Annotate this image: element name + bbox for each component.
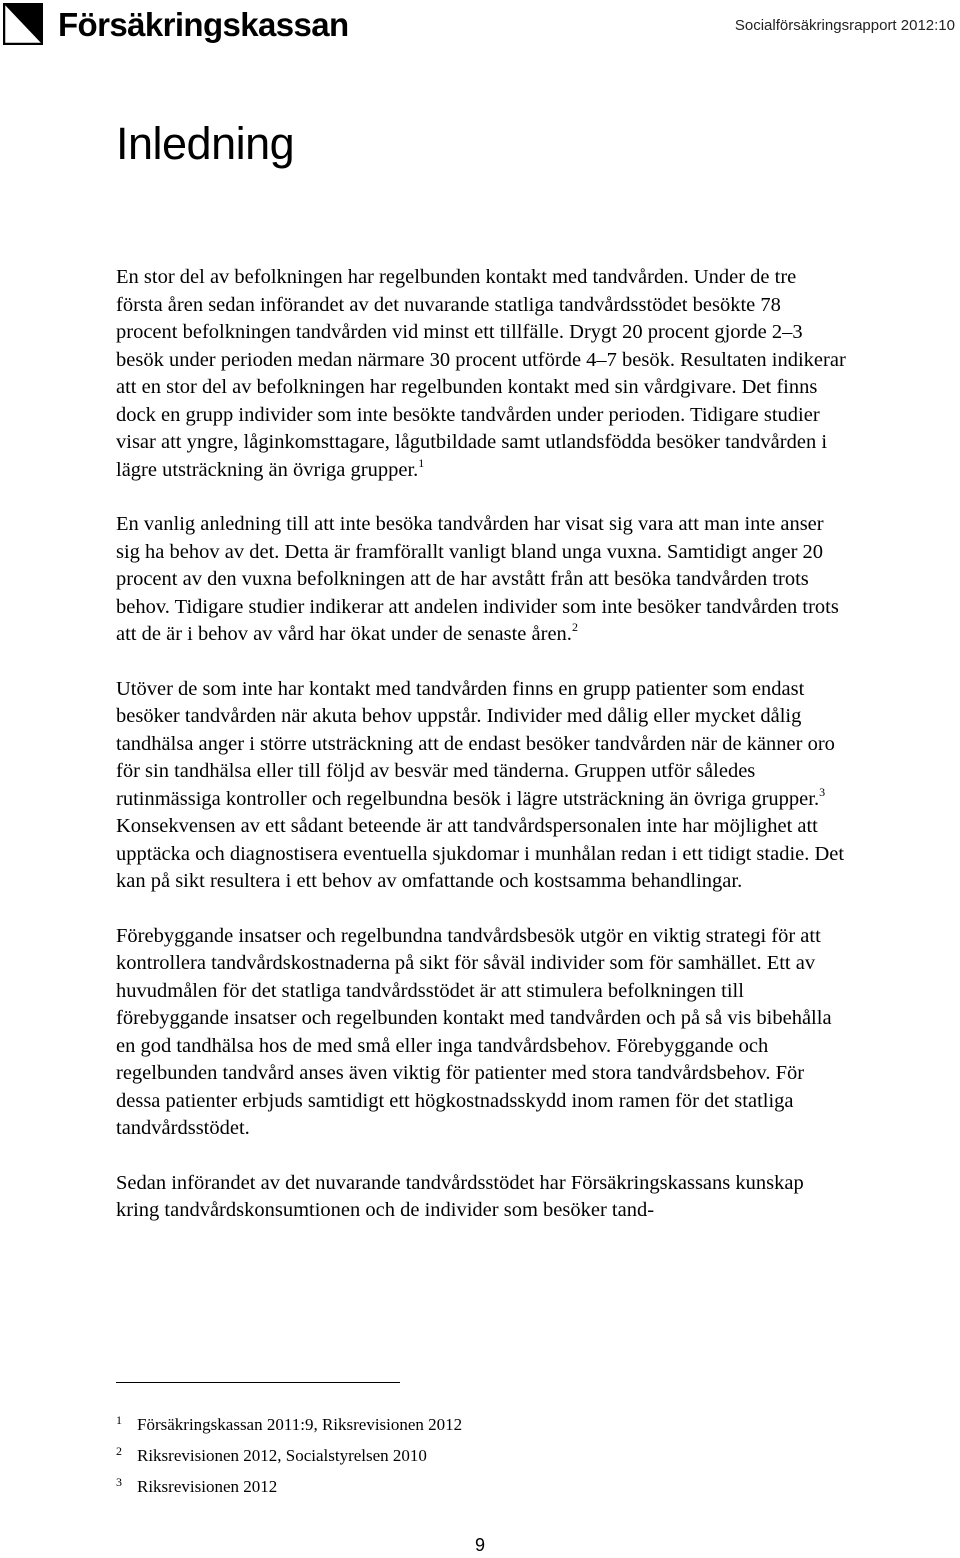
paragraph [116,923,846,1143]
footnote-ref: 2 [571,620,578,634]
page-title: Inledning [116,118,295,169]
paragraph-text: Utöver de som inte har kontakt med tandvården finns en grupp patienter som endast besöker tandvården när akuta behov uppstår. Individer med dålig eller mycket dålig tandhälsa anger i större utsträckning att de endast besöker tandvården när de känner oro för sin tandhälsa eller till följd av besvär med tänderna. Gruppen utför således rutinmässiga kontroller och regelbundna besök i lägre utsträckning än övriga grupper. [116,677,835,810]
body-text [116,264,846,1252]
paragraph [116,676,846,896]
footnote-divider [116,1382,400,1383]
paragraph-text: Konsekvensen av ett sådant beteende är att tandvårdspersonalen inte har möjlighet att upptäcka och diagnostisera eventuella sjukdomar i munhålan redan i ett tidigt stadie. Det kan på sikt resultera i ett behov av omfattande och kostsamma behandlingar. [116,815,845,892]
paragraph [116,511,846,649]
paragraph-text: En vanlig anledning till att inte besöka tandvården har visat sig vara att man inte anser sig ha behov av det. Detta är framförallt vanligt bland unga vuxna. Samtidigt anger 20 procent av den vuxna befolkningen att de har avstått från att besöka tandvården trots behov. Tidigare studier indikerar att andelen individer som inte besöker tandvården trots att de är i behov av vård har ökat under de senaste åren. [116,513,839,645]
footnote-ref: 1 [418,455,425,470]
footnote-number: 1 [116,1413,122,1427]
paragraph [116,264,846,484]
footnote-text: Riksrevisionen 2012, Socialstyrelsen 2010 [137,1446,427,1465]
paragraph-text: Förebyggande insatser och regelbundna tandvårdsbesök utgör en viktig strategi för att kontrollera tandvårdskostnaderna på sikt för såväl individer som för samhället. Ett av huvudmålen för det statliga tandvårdsstödet är att stimulera befolkningen till förebyggande insatser och regelbunden kontakt med tandvården och på så vis bibehålla en god tandhälsa hos de med små eller inga tandvårdsbehov. Förebyggande och regelbunden tandvård anses även viktig för patienter med stora tandvårdsbehov. För dessa patienter erbjuds samtidigt ett högkostnadsskydd inom ramen för det statliga tandvårdsstödet. [116,924,832,1139]
paragraph-text: En stor del av befolkningen har regelbunden kontakt med tandvården. Under de tre första åren sedan införandet av det nuvarande statliga tandvårdsstödet besökte 78 procent befolkningen tandvården vid minst ett tillfälle. Drygt 20 procent gjorde 2–3 besök under perioden medan närmare 30 procent utförde 4–7 besök. Resultaten indikerar att en stor del av befolkningen har regelbunden kontakt med sin vårdgivare. Det finns dock en grupp individer som inte besökte tandvården under perioden. Tidigare studier visar att yngre, låginkomsttagare, lågutbildade samt utlandsfödda besöker tandvården i lägre utsträckning än övriga grupper. [116,266,846,481]
paragraph [116,1170,846,1225]
logo-mark-icon [3,3,43,45]
footnote-number: 2 [116,1444,122,1458]
paragraph-text: Sedan införandet av det nuvarande tandvårdsstödet har Försäkringskassans kunskap kring tandvårdskonsumtionen och de individer som besöker tand- [116,1171,804,1221]
footnote-text: Försäkringskassan 2011:9, Riksrevisionen 2012 [137,1415,463,1434]
footnote-number: 3 [116,1475,122,1489]
footnote [116,1472,816,1503]
footnote [116,1441,816,1472]
report-reference: Socialförsäkringsrapport 2012:10 [734,17,955,34]
page-number: 9 [474,1535,485,1555]
footnote-text: Riksrevisionen 2012 [137,1477,278,1496]
footnotes [116,1410,816,1503]
logo-wordmark: Försäkringskassan [58,6,349,43]
footnote-ref: 3 [819,784,826,799]
footnote [116,1410,816,1441]
